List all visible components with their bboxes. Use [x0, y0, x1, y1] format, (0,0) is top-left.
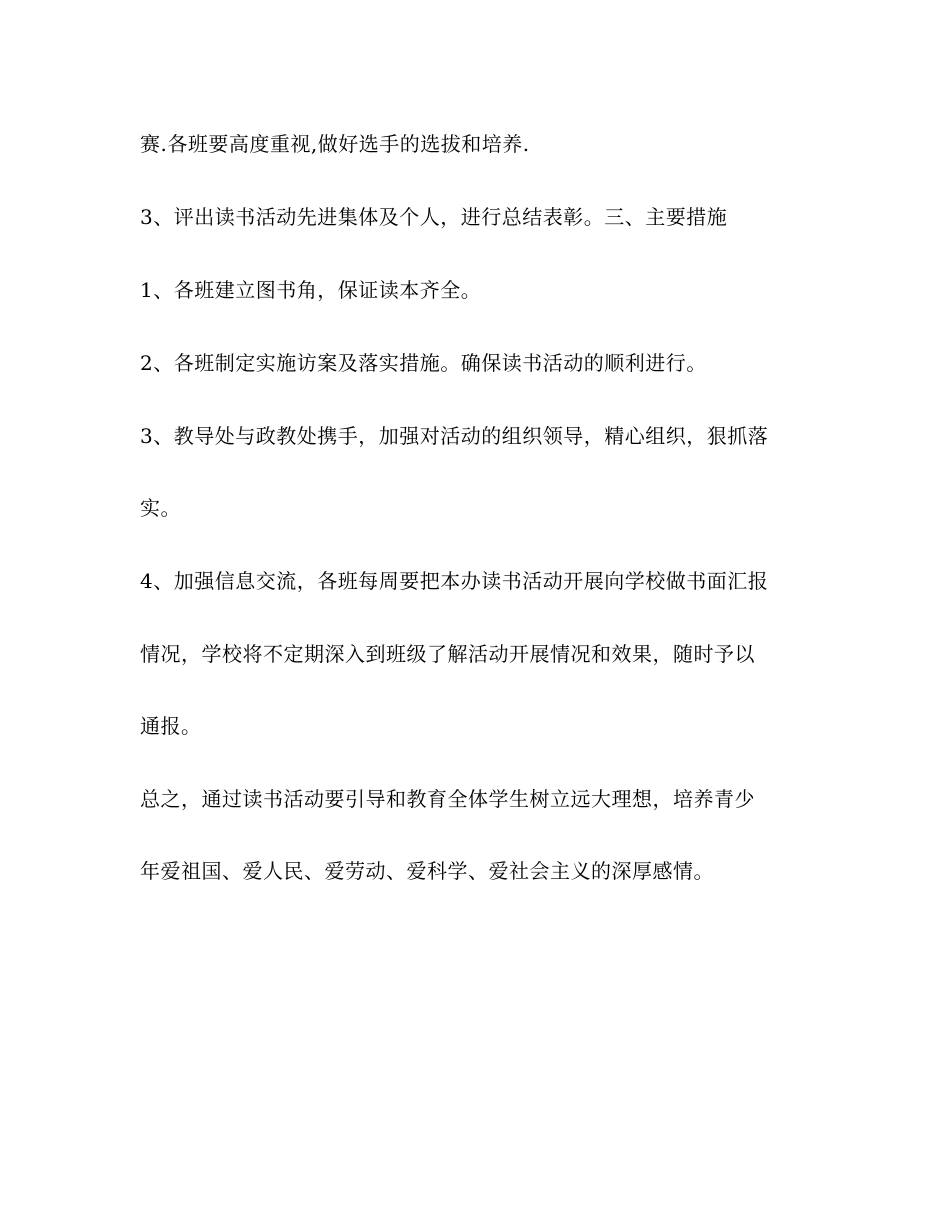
text-line: 赛.各班要高度重视,做好选手的选拔和培养. [140, 132, 530, 156]
text-line: 1、各班建立图书角，保证读本齐全。 [140, 278, 482, 302]
text-line: 年爱祖国、爱人民、爱劳动、爱科学、爱社会主义的深厚感情。 [140, 859, 714, 883]
text-line: 情况，学校将不定期深入到班级了解活动开展情况和效果，随时予以 [140, 642, 755, 666]
text-line: 2、各班制定实施访案及落实措施。确保读书活动的顺利进行。 [140, 351, 707, 375]
text-line: 4、加强信息交流，各班每周要把本办读书活动开展向学校做书面汇报 [140, 569, 769, 593]
text-line: 3、教导处与政教处携手，加强对活动的组织领导，精心组织，狠抓落 [140, 424, 769, 448]
text-line: 总之，通过读书活动要引导和教育全体学生树立远大理想，培养青少 [140, 787, 755, 811]
text-line: 通报。 [140, 714, 202, 738]
text-line: 实。 [140, 496, 181, 520]
text-line: 3、评出读书活动先进集体及个人，进行总结表彰。三、主要措施 [140, 205, 728, 229]
